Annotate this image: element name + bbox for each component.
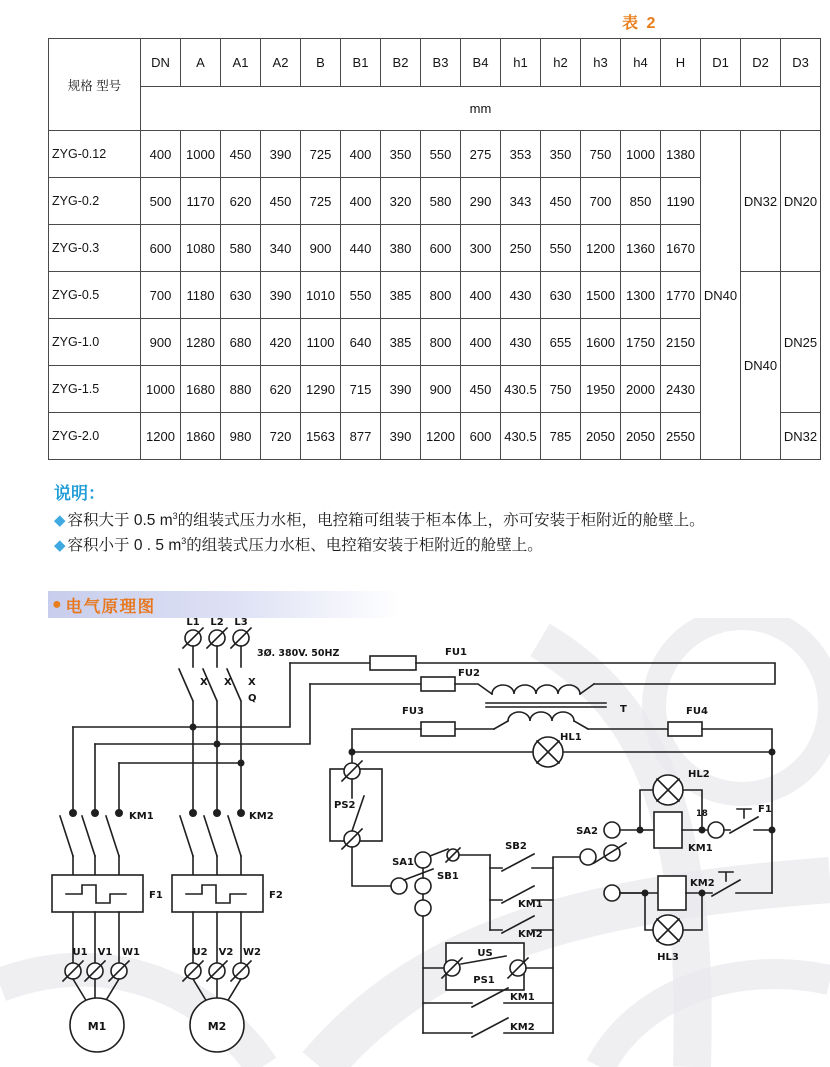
value-cell: 580 bbox=[421, 178, 461, 225]
label-sb1: SB1 bbox=[437, 871, 459, 882]
label-km1-aux: KM1 bbox=[518, 899, 543, 910]
value-cell: 620 bbox=[261, 366, 301, 413]
value-cell: 900 bbox=[141, 319, 181, 366]
value-cell: 700 bbox=[141, 272, 181, 319]
value-cell: 1950 bbox=[581, 366, 621, 413]
value-cell: 450 bbox=[541, 178, 581, 225]
label-w2: W2 bbox=[243, 947, 261, 958]
value-cell: 2150 bbox=[661, 319, 701, 366]
value-cell: 1670 bbox=[661, 225, 701, 272]
value-cell: 400 bbox=[141, 131, 181, 178]
spec-table-body bbox=[49, 131, 821, 460]
value-cell: 800 bbox=[421, 319, 461, 366]
value-cell: 880 bbox=[221, 366, 261, 413]
col-header: DN bbox=[141, 39, 181, 87]
model-cell: ZYG-0.5 bbox=[49, 272, 141, 319]
value-cell: 700 bbox=[581, 178, 621, 225]
value-cell: 390 bbox=[261, 272, 301, 319]
label-km2-main: KM2 bbox=[249, 811, 274, 822]
model-cell: ZYG-0.3 bbox=[49, 225, 141, 272]
value-cell: 430 bbox=[501, 319, 541, 366]
value-cell: 600 bbox=[461, 413, 501, 460]
label-sa1: SA1 bbox=[392, 857, 414, 868]
value-cell: 580 bbox=[221, 225, 261, 272]
note-item bbox=[54, 534, 799, 559]
value-cell: 390 bbox=[381, 413, 421, 460]
value-cell: 275 bbox=[461, 131, 501, 178]
value-cell: 1100 bbox=[301, 319, 341, 366]
col-header: h2 bbox=[541, 39, 581, 87]
value-cell: 1280 bbox=[181, 319, 221, 366]
label-hl2: HL2 bbox=[688, 769, 710, 780]
col-header: B3 bbox=[421, 39, 461, 87]
value-cell: 450 bbox=[261, 178, 301, 225]
notes-block bbox=[54, 479, 799, 559]
label-ps1: PS1 bbox=[473, 975, 495, 986]
value-cell: 750 bbox=[581, 131, 621, 178]
value-cell: 1180 bbox=[181, 272, 221, 319]
value-cell: 877 bbox=[341, 413, 381, 460]
col-header: A2 bbox=[261, 39, 301, 87]
value-cell: 420 bbox=[261, 319, 301, 366]
merged-cell: DN20 bbox=[781, 131, 821, 272]
value-cell: 1200 bbox=[141, 413, 181, 460]
merged-cell: DN40 bbox=[701, 131, 741, 460]
label-l3: L3 bbox=[234, 618, 248, 628]
table-caption: 表 2 bbox=[622, 15, 658, 32]
value-cell: 1563 bbox=[301, 413, 341, 460]
value-cell: 1000 bbox=[181, 131, 221, 178]
label-km1-main: KM1 bbox=[129, 811, 154, 822]
spec-table-head bbox=[49, 39, 821, 131]
value-cell: 1770 bbox=[661, 272, 701, 319]
label-km2-coil: KM2 bbox=[690, 878, 715, 889]
value-cell: 1010 bbox=[301, 272, 341, 319]
note-text: 的组装式压力水柜，电控箱可组装于柜本体上，亦可安装于柜附近的舱壁上。 bbox=[177, 512, 705, 530]
value-cell: 350 bbox=[541, 131, 581, 178]
label-fu2: FU2 bbox=[458, 668, 480, 679]
label-u1: U1 bbox=[72, 947, 88, 958]
label-v2: V2 bbox=[218, 947, 234, 958]
col-header: h1 bbox=[501, 39, 541, 87]
label-x1: X bbox=[200, 677, 208, 688]
note-text: 的组装式压力水柜、电控箱安装于柜附近的舱壁上。 bbox=[186, 537, 543, 555]
table-row bbox=[49, 131, 821, 178]
value-cell: 655 bbox=[541, 319, 581, 366]
label-v1: V1 bbox=[97, 947, 113, 958]
label-fu3: FU3 bbox=[402, 706, 424, 717]
section-title: 电气原理图 bbox=[65, 597, 156, 616]
value-cell: 390 bbox=[381, 366, 421, 413]
unit-row bbox=[49, 87, 821, 131]
col-header: B bbox=[301, 39, 341, 87]
value-cell: 350 bbox=[381, 131, 421, 178]
value-cell: 630 bbox=[221, 272, 261, 319]
model-cell: ZYG-2.0 bbox=[49, 413, 141, 460]
label-us: US bbox=[477, 948, 493, 959]
fuse-fu3 bbox=[421, 722, 455, 736]
value-cell: 1600 bbox=[581, 319, 621, 366]
value-cell: 850 bbox=[621, 178, 661, 225]
value-cell: 1080 bbox=[181, 225, 221, 272]
label-x3: X bbox=[248, 677, 256, 688]
label-sa2: SA2 bbox=[576, 826, 598, 837]
label-m2: M2 bbox=[207, 1020, 227, 1033]
col-header: D2 bbox=[741, 39, 781, 87]
value-cell: 1170 bbox=[181, 178, 221, 225]
merged-cell: DN40 bbox=[741, 272, 781, 460]
label-q: Q bbox=[248, 693, 257, 704]
coil-km2 bbox=[658, 876, 686, 910]
value-cell: 250 bbox=[501, 225, 541, 272]
value-cell: 1200 bbox=[421, 413, 461, 460]
col-header: B2 bbox=[381, 39, 421, 87]
col-header: A1 bbox=[221, 39, 261, 87]
merged-cell: DN32 bbox=[781, 413, 821, 460]
value-cell: 353 bbox=[501, 131, 541, 178]
value-cell: 1860 bbox=[181, 413, 221, 460]
spec-table bbox=[48, 38, 821, 460]
value-cell: 1190 bbox=[661, 178, 701, 225]
value-cell: 550 bbox=[341, 272, 381, 319]
merged-cell: DN25 bbox=[781, 272, 821, 413]
value-cell: 1750 bbox=[621, 319, 661, 366]
unit-cell: mm bbox=[141, 87, 821, 131]
value-cell: 1500 bbox=[581, 272, 621, 319]
value-cell: 600 bbox=[421, 225, 461, 272]
label-km1-low: KM1 bbox=[510, 992, 535, 1003]
value-cell: 430 bbox=[501, 272, 541, 319]
note-item bbox=[54, 509, 799, 534]
contact-sb2 bbox=[490, 854, 553, 871]
value-cell: 715 bbox=[341, 366, 381, 413]
bullet-circle-icon: ● bbox=[52, 595, 62, 613]
value-cell: 785 bbox=[541, 413, 581, 460]
value-cell: 2000 bbox=[621, 366, 661, 413]
model-cell: ZYG-1.0 bbox=[49, 319, 141, 366]
transformer-core bbox=[486, 703, 606, 707]
label-w1: W1 bbox=[122, 947, 140, 958]
value-cell: 640 bbox=[341, 319, 381, 366]
value-cell: 2050 bbox=[581, 413, 621, 460]
label-f2-box: F2 bbox=[269, 890, 283, 901]
value-cell: 440 bbox=[341, 225, 381, 272]
model-cell: ZYG-0.12 bbox=[49, 131, 141, 178]
bullet-diamond-icon: ◆ bbox=[54, 512, 66, 530]
label-km1-coil: KM1 bbox=[688, 843, 713, 854]
value-cell: 2430 bbox=[661, 366, 701, 413]
label-km2-low: KM2 bbox=[510, 1022, 535, 1033]
fuse-fu1 bbox=[370, 656, 416, 670]
value-cell: 300 bbox=[461, 225, 501, 272]
col-header: B1 bbox=[341, 39, 381, 87]
value-cell: 550 bbox=[421, 131, 461, 178]
superscript: 3 bbox=[172, 511, 178, 521]
model-cell: ZYG-1.5 bbox=[49, 366, 141, 413]
value-cell: 550 bbox=[541, 225, 581, 272]
label-hl1: HL1 bbox=[560, 732, 582, 743]
col-header: D1 bbox=[701, 39, 741, 87]
label-l1: L1 bbox=[186, 618, 200, 628]
value-cell: 1000 bbox=[141, 366, 181, 413]
label-f1-contact: F1 bbox=[758, 804, 772, 815]
value-cell: 630 bbox=[541, 272, 581, 319]
label-f1-box: F1 bbox=[149, 890, 163, 901]
label-x2: X bbox=[224, 677, 232, 688]
electrical-schematic bbox=[0, 618, 830, 1067]
label-fu1: FU1 bbox=[445, 647, 467, 658]
value-cell: 400 bbox=[461, 319, 501, 366]
value-cell: 430.5 bbox=[501, 366, 541, 413]
value-cell: 980 bbox=[221, 413, 261, 460]
value-cell: 750 bbox=[541, 366, 581, 413]
label-supply: 3Ø. 380V. 50HZ bbox=[257, 648, 340, 659]
merged-cell: DN32 bbox=[741, 131, 781, 272]
value-cell: 1380 bbox=[661, 131, 701, 178]
label-fu4: FU4 bbox=[686, 706, 708, 717]
col-header: h3 bbox=[581, 39, 621, 87]
value-cell: 343 bbox=[501, 178, 541, 225]
value-cell: 2550 bbox=[661, 413, 701, 460]
value-cell: 385 bbox=[381, 272, 421, 319]
value-cell: 385 bbox=[381, 319, 421, 366]
note-text: 容积大于 0.5 m bbox=[67, 512, 173, 530]
label-ps2: PS2 bbox=[334, 800, 356, 811]
label-hl3: HL3 bbox=[657, 952, 679, 963]
col-header: H bbox=[661, 39, 701, 87]
label-u2: U2 bbox=[192, 947, 208, 958]
label-t: T bbox=[620, 704, 627, 715]
transformer-primary bbox=[492, 685, 580, 694]
label-km2-aux: KM2 bbox=[518, 929, 543, 940]
value-cell: 1300 bbox=[621, 272, 661, 319]
col-header: D3 bbox=[781, 39, 821, 87]
value-cell: 900 bbox=[301, 225, 341, 272]
value-cell: 400 bbox=[341, 178, 381, 225]
value-cell: 2050 bbox=[621, 413, 661, 460]
value-cell: 400 bbox=[461, 272, 501, 319]
value-cell: 450 bbox=[221, 131, 261, 178]
value-cell: 1000 bbox=[621, 131, 661, 178]
label-sb2: SB2 bbox=[505, 841, 527, 852]
value-cell: 320 bbox=[381, 178, 421, 225]
model-cell: ZYG-0.2 bbox=[49, 178, 141, 225]
value-cell: 390 bbox=[261, 131, 301, 178]
col-header: h4 bbox=[621, 39, 661, 87]
notes-title: 说明： bbox=[54, 484, 105, 503]
coil-km1 bbox=[654, 812, 682, 848]
section-title-bar bbox=[48, 591, 400, 618]
col-header: A bbox=[181, 39, 221, 87]
value-cell: 620 bbox=[221, 178, 261, 225]
superscript: 3 bbox=[181, 535, 187, 546]
value-cell: 1290 bbox=[301, 366, 341, 413]
value-cell: 600 bbox=[141, 225, 181, 272]
value-cell: 1200 bbox=[581, 225, 621, 272]
fuse-fu4 bbox=[668, 722, 702, 736]
value-cell: 725 bbox=[301, 178, 341, 225]
value-cell: 1360 bbox=[621, 225, 661, 272]
header-row bbox=[49, 39, 821, 87]
value-cell: 340 bbox=[261, 225, 301, 272]
value-cell: 380 bbox=[381, 225, 421, 272]
col-header: B4 bbox=[461, 39, 501, 87]
transformer-secondary bbox=[508, 712, 574, 721]
corner-header: 规格 型号 bbox=[49, 39, 141, 131]
value-cell: 290 bbox=[461, 178, 501, 225]
value-cell: 680 bbox=[221, 319, 261, 366]
bullet-diamond-icon: ◆ bbox=[54, 537, 66, 555]
selector-sa1 bbox=[415, 852, 431, 868]
value-cell: 725 bbox=[301, 131, 341, 178]
value-cell: 900 bbox=[421, 366, 461, 413]
fuse-fu2 bbox=[421, 677, 455, 691]
value-cell: 800 bbox=[421, 272, 461, 319]
label-m1: M1 bbox=[87, 1020, 107, 1033]
value-cell: 450 bbox=[461, 366, 501, 413]
label-coil-terminal: 18 bbox=[696, 809, 708, 819]
value-cell: 400 bbox=[341, 131, 381, 178]
note-text: 容积小于 0 . 5 m bbox=[67, 537, 182, 555]
value-cell: 500 bbox=[141, 178, 181, 225]
label-l2: L2 bbox=[210, 618, 224, 628]
value-cell: 1680 bbox=[181, 366, 221, 413]
value-cell: 720 bbox=[261, 413, 301, 460]
value-cell: 430.5 bbox=[501, 413, 541, 460]
